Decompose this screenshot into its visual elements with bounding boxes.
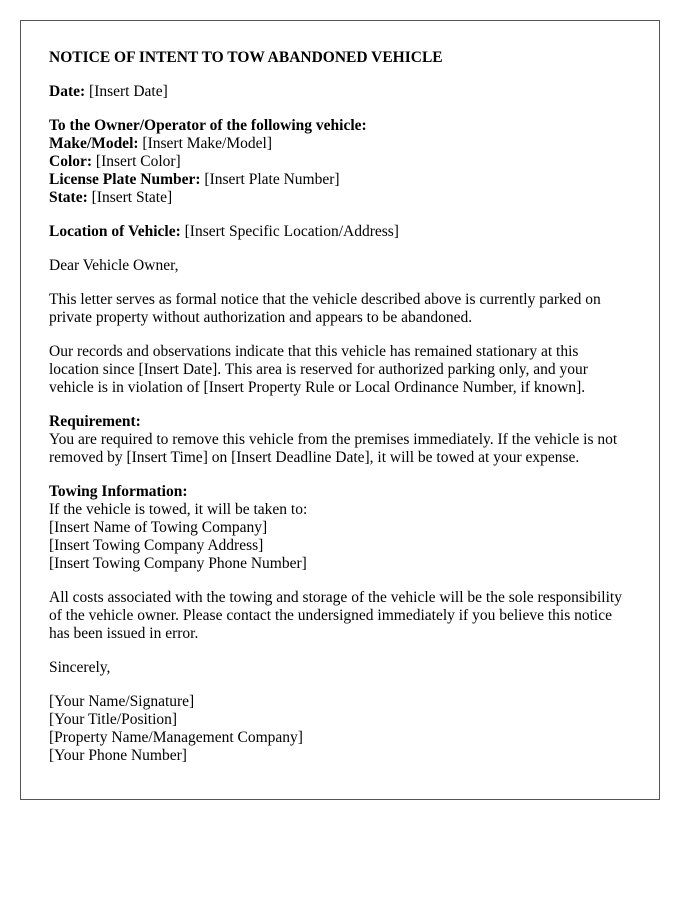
make-model-line: [49, 135, 631, 153]
paragraph-costs: All costs associated with the towing and storage of the vehicle will be the sole responsibility of the vehicle owner. Please contact the undersigned immediately if you believe this notice has been issued in error.: [49, 589, 622, 642]
signature-block: [49, 693, 631, 765]
plate-value: [Insert Plate Number]: [200, 171, 340, 188]
state-line: [49, 189, 631, 207]
paragraph-records: Our records and observations indicate that this vehicle has remained stationary at this location since [Insert Date]. This area is reserved for authorized parking only, and your vehicle is in violation of [Insert Property Rule or Local Ordinance Number, if known].: [49, 343, 588, 396]
towing-phone: [Insert Towing Company Phone Number]: [49, 555, 307, 572]
signature-company: [Property Name/Management Company]: [49, 729, 303, 746]
plate-line: [49, 171, 631, 189]
date-label: Date:: [49, 83, 86, 100]
towing-company: [Insert Name of Towing Company]: [49, 519, 268, 536]
color-line: [49, 153, 631, 171]
location-line: [49, 223, 631, 241]
requirement-heading: Requirement:: [49, 413, 141, 430]
color-value: [Insert Color]: [92, 153, 181, 170]
signature-name: [Your Name/Signature]: [49, 693, 195, 710]
state-label: State:: [49, 189, 88, 206]
towing-address: [Insert Towing Company Address]: [49, 537, 264, 554]
requirement-section: [49, 413, 631, 467]
date-line: [49, 83, 631, 101]
towing-heading: Towing Information:: [49, 483, 188, 500]
state-value: [Insert State]: [87, 189, 173, 206]
towing-section: [49, 483, 631, 573]
paragraph-notice: This letter serves as formal notice that the vehicle described above is currently parked on private property without authorization and appears to be abandoned.: [49, 291, 601, 326]
salutation: Dear Vehicle Owner,: [49, 257, 179, 274]
closing: Sincerely,: [49, 659, 111, 676]
make-model-value: [Insert Make/Model]: [138, 135, 272, 152]
towing-intro: If the vehicle is towed, it will be taken to:: [49, 501, 308, 518]
make-model-label: Make/Model:: [49, 135, 139, 152]
vehicle-details: [49, 117, 631, 207]
requirement-text: You are required to remove this vehicle from the premises immediately. If the vehicle is not removed by [Insert Time] on [Insert Deadline Date], it will be towed at your expense.: [49, 431, 618, 466]
color-label: Color:: [49, 153, 93, 170]
signature-title: [Your Title/Position]: [49, 711, 178, 728]
letter-title: NOTICE OF INTENT TO TOW ABANDONED VEHICLE: [49, 49, 443, 66]
location-label: Location of Vehicle:: [49, 223, 181, 240]
letter-document: [20, 20, 660, 800]
plate-label: License Plate Number:: [49, 171, 201, 188]
location-value: [Insert Specific Location/Address]: [180, 223, 399, 240]
date-value: [Insert Date]: [85, 83, 168, 100]
vehicle-heading: To the Owner/Operator of the following vehicle:: [49, 117, 367, 134]
signature-phone: [Your Phone Number]: [49, 747, 187, 764]
